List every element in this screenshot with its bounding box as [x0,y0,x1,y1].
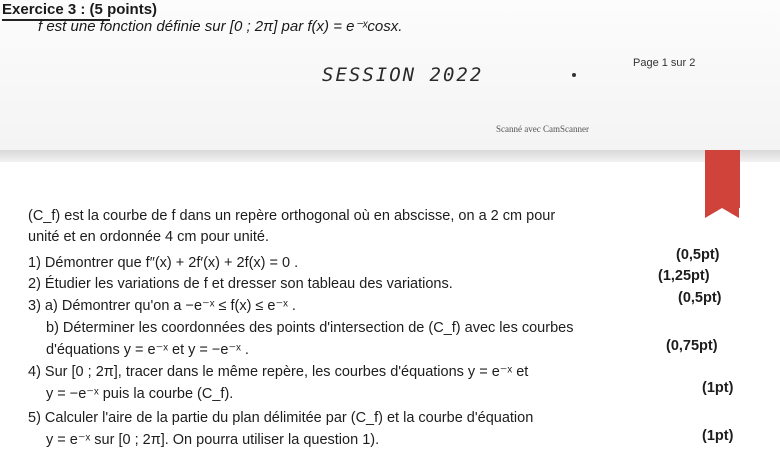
intro-line-2: unité et en ordonnée 4 cm pour unité. [28,229,270,245]
question-3b-points: (0,75pt) [666,338,718,354]
red-bookmark [705,150,740,208]
question-1-points: (0,5pt) [676,247,720,263]
question-2-points: (1,25pt) [658,268,710,284]
question-3a-points: (0,5pt) [678,290,722,306]
question-2: 2) Étudier les variations de f et dresser son tableau des variations. [28,276,453,292]
question-5-line-2: y = e⁻ˣ sur [0 ; 2π]. On pourra utiliser la question 1). [46,432,380,448]
question-3a: 3) a) Démontrer qu'on a −e⁻ˣ ≤ f(x) ≤ e⁻ˣ . [28,298,296,314]
question-1: 1) Démontrer que f″(x) + 2f′(x) + 2f(x) = 0 . [28,255,299,271]
page-number: Page 1 sur 2 [633,57,696,69]
scanner-watermark: Scanné avec CamScanner [496,124,589,134]
question-3b-line-2: d'équations y = e⁻ˣ et y = −e⁻ˣ . [46,342,249,358]
session-stamp: SESSION 2022 [322,64,484,86]
question-5-line-1: 5) Calculer l'aire de la partie du plan délimitée par (C_f) et la courbe d'équation [28,410,534,426]
page-gap [0,150,780,162]
red-bookmark-notch [705,208,739,218]
question-5-points: (1pt) [702,428,734,444]
question-4-line-1: 4) Sur [0 ; 2π], tracer dans le même repère, les courbes d'équations y = e⁻ˣ et [28,364,529,380]
question-4-points: (1pt) [702,380,734,396]
intro-line-1: (C_f) est la courbe de f dans un repère orthogonal où en abscisse, on a 2 cm pour [28,208,556,224]
question-3b-line-1: b) Déterminer les coordonnées des points d'intersection de (C_f) avec les courbes [46,320,574,336]
exercise-title: Exercice 3 : (5 points) [2,1,158,18]
stray-dot [572,73,576,77]
function-definition: f est une fonction définie sur [0 ; 2π] par f(x) = e⁻ˣcosx. [38,18,403,35]
question-4-line-2: y = −e⁻ˣ puis la courbe (C_f). [46,386,234,402]
